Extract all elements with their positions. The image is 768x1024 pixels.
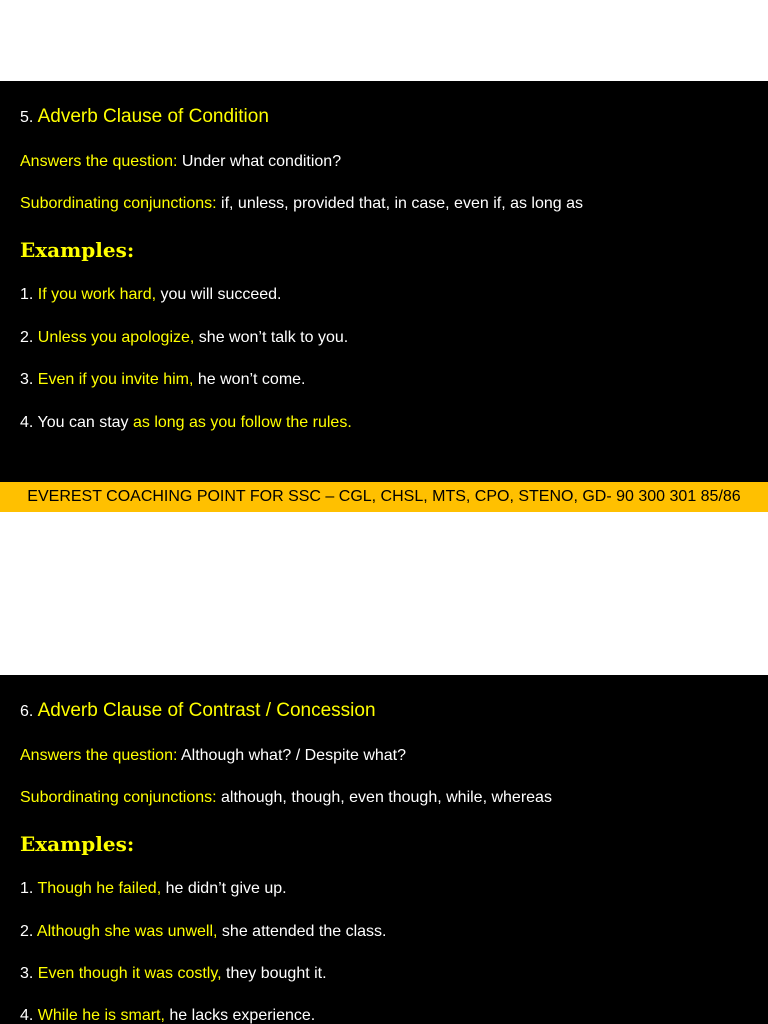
example-number: 1. [20,286,34,303]
example-item [20,285,758,305]
example-clause: as long as you follow the rules. [132,414,352,431]
question-text: Under what condition? [181,153,342,170]
question-text: Although what? / Despite what? [180,747,407,764]
example-number: 1. [20,880,34,897]
example-item [20,922,758,942]
question-line [20,746,758,766]
conjunctions-label: Subordinating conjunctions: [20,195,217,212]
question-line [20,152,758,172]
example-clause: Even if you invite him, [37,371,194,388]
example-main: he didn’t give up. [165,880,287,897]
slide-adverb-clause-condition [0,81,768,482]
section-number: 6. [20,703,34,720]
example-clause: Although she was unwell, [36,923,218,940]
conjunctions-line [20,788,758,808]
example-number: 4. [20,414,34,431]
example-number: 2. [20,329,34,346]
conjunctions-line [20,194,758,214]
example-main: she won’t talk to you. [198,329,349,346]
example-number: 2. [20,923,34,940]
section-title: Adverb Clause of Condition [37,106,269,127]
example-main: they bought it. [226,965,327,982]
example-clause: Even though it was costly, [37,965,222,982]
example-main: he lacks experience. [169,1007,316,1024]
example-item [20,879,758,899]
example-main: You can stay [37,414,129,431]
example-main: she attended the class. [221,923,387,940]
example-clause: Unless you apologize, [37,329,195,346]
question-label: Answers the question: [20,153,178,170]
section-number: 5. [20,109,34,126]
example-item [20,413,758,433]
example-item [20,370,758,390]
examples-heading: Examples: [20,832,135,856]
examples-heading: Examples: [20,238,135,262]
question-label: Answers the question: [20,747,178,764]
example-item [20,1006,758,1024]
example-clause: While he is smart, [37,1007,165,1024]
slide-title [20,105,758,130]
example-item [20,964,758,984]
example-number: 3. [20,965,34,982]
example-clause: If you work hard, [37,286,157,303]
example-main: he won’t come. [197,371,306,388]
example-main: you will succeed. [160,286,282,303]
slide-title [20,699,758,724]
example-item [20,328,758,348]
slide-adverb-clause-contrast [0,675,768,1024]
example-number: 4. [20,1007,34,1024]
coaching-footer-banner: EVEREST COACHING POINT FOR SSC – CGL, CHSL, MTS, CPO, STENO, GD- 90 300 301 85/86 [0,482,768,512]
conjunctions-label: Subordinating conjunctions: [20,789,217,806]
example-number: 3. [20,371,34,388]
example-clause: Though he failed, [37,880,162,897]
conjunctions-text: if, unless, provided that, in case, even if, as long as [221,195,584,212]
conjunctions-text: although, though, even though, while, whereas [221,789,552,806]
section-title: Adverb Clause of Contrast / Concession [37,700,376,721]
